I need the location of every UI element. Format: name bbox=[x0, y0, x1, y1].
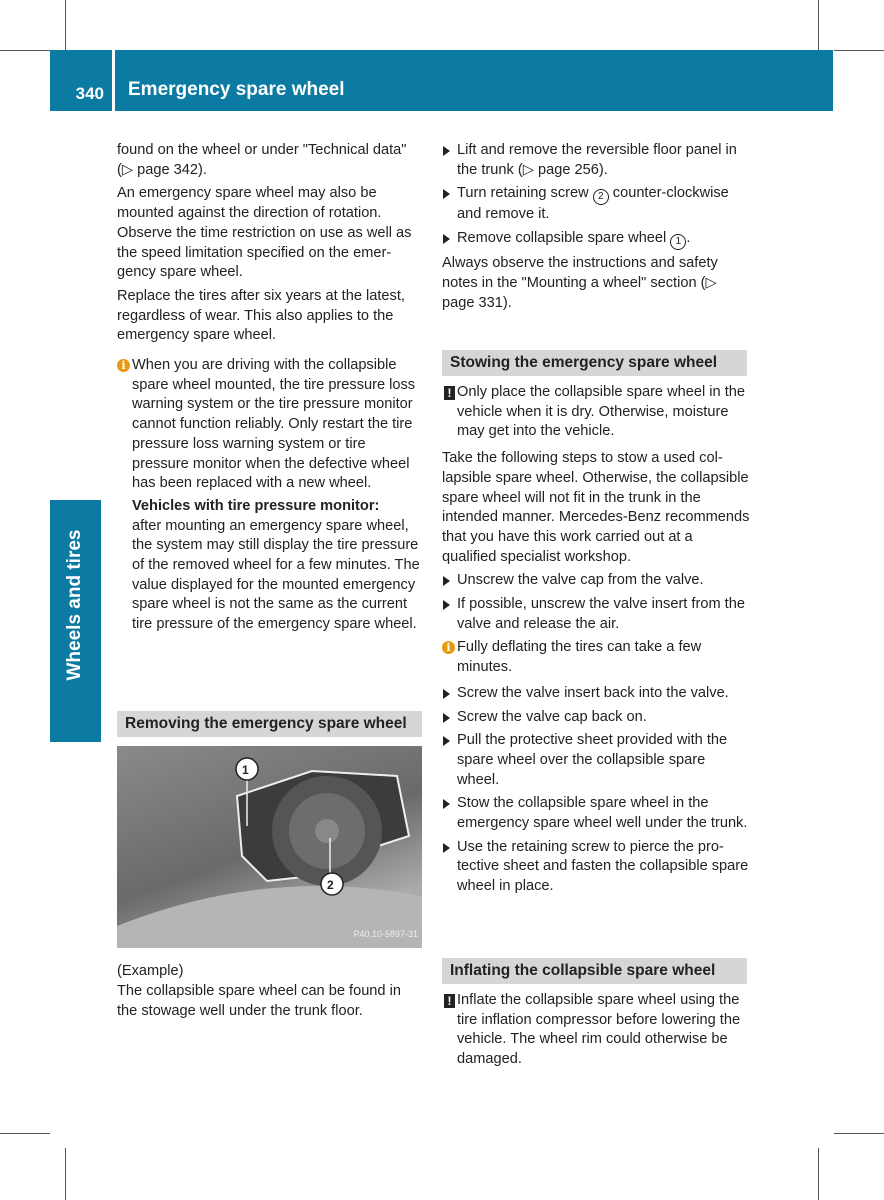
warning-icon: ! bbox=[444, 386, 455, 400]
image-code: P40.10-5897-31 bbox=[353, 929, 418, 940]
spare-wheel-illustration bbox=[117, 746, 422, 948]
step: Lift and remove the reversible floor panel in the trunk (▷ page 256). bbox=[442, 141, 750, 180]
callout-1: 1 bbox=[242, 763, 249, 777]
info-icon: i bbox=[442, 641, 455, 654]
paragraph: An emergency spare wheel may also be mounted against the direction of rotation. Observe the time restriction on use as well as the speed limitation specified on the emergency spare wheel. bbox=[117, 185, 412, 281]
section-heading-stowing: Stowing the emergency spare wheel bbox=[442, 350, 747, 376]
info-note: i Fully deflating the tires can take a few minutes. bbox=[442, 638, 750, 677]
section-heading-removing: Removing the emergency spare wheel bbox=[117, 711, 422, 737]
step: Pull the protective sheet provided with the spare wheel over the collapsible spare wheel. bbox=[442, 731, 750, 790]
paragraph: The collapsible spare wheel can be found in the stowage well under the trunk floor. bbox=[117, 983, 401, 1019]
info-note bbox=[117, 356, 425, 635]
info-icon: i bbox=[117, 359, 130, 372]
crop-mark bbox=[834, 50, 884, 51]
warning-note: ! Inflate the collapsible spare wheel using the tire inflation compressor before lowering the vehicle. The wheel rim could otherwise be damaged. bbox=[442, 991, 750, 1070]
step: Screw the valve cap back on. bbox=[442, 708, 750, 728]
crop-mark bbox=[0, 50, 50, 51]
step: Unscrew the valve cap from the valve. bbox=[442, 571, 750, 591]
crop-mark bbox=[0, 1133, 50, 1134]
image-caption: (Example) bbox=[117, 963, 184, 979]
step: Screw the valve insert back into the valve. bbox=[442, 684, 750, 704]
warning-note: ! Only place the collapsible spare wheel in the vehicle when it is dry. Otherwise, moisture may get into the vehicle. bbox=[442, 383, 750, 442]
paragraph: Take the following steps to stow a used collapsible spare wheel. Otherwise, the collapsible spare wheel will not fit in the trunk in the intended manner. Mercedes-Benz recommends that you have this work carried out at a qualified specialist workshop. bbox=[442, 450, 750, 565]
crop-mark bbox=[834, 1133, 884, 1134]
crop-mark bbox=[818, 1148, 819, 1200]
crop-mark bbox=[65, 1148, 66, 1200]
paragraph: found on the wheel or under "Technical data" (▷ page 342). bbox=[117, 142, 407, 178]
crop-mark bbox=[818, 0, 819, 50]
callout-2: 2 bbox=[593, 189, 609, 205]
step: Turn retaining screw 2 counter-clockwise and remove it. bbox=[442, 184, 750, 225]
callout-2: 2 bbox=[327, 878, 334, 892]
step: If possible, unscrew the valve insert from the valve and release the air. bbox=[442, 595, 750, 634]
page-title: Emergency spare wheel bbox=[128, 79, 345, 100]
section-tab-label: Wheels and tires bbox=[64, 529, 86, 681]
callout-1: 1 bbox=[670, 234, 686, 250]
note-heading: Vehicles with tire pressure monitor: bbox=[132, 497, 380, 514]
page-number: 340 bbox=[50, 50, 115, 111]
paragraph: Always observe the instructions and safety notes in the "Mounting a wheel" section (▷ page 331). bbox=[442, 255, 718, 311]
note-text: When you are driving with the collapsible spare wheel mounted, the tire pressure loss warning system or the tire pressure monitor cannot function reliably. Only restart the tire pressure loss warning system or tire pressure monitor when the defective wheel has been replaced with a new wheel. bbox=[132, 357, 416, 492]
section-heading-inflating: Inflating the collapsible spare wheel bbox=[442, 958, 747, 984]
warning-icon: ! bbox=[444, 994, 455, 1008]
step: Use the retaining screw to pierce the protective sheet and fasten the collapsible spare wheel in place. bbox=[442, 838, 750, 897]
note-text: after mounting an emergency spare wheel, the system may still display the tire pressure of the removed wheel for a few minutes. The value displayed for the mounted emergency spare wheel is not the same as the current tire pressure of the emergency spare wheel. bbox=[132, 517, 420, 633]
crop-mark bbox=[65, 0, 66, 50]
step: Stow the collapsible spare wheel in the emergency spare wheel well under the trunk. bbox=[442, 794, 750, 833]
paragraph: Replace the tires after six years at the latest, regardless of wear. This also applies to the emergency spare wheel. bbox=[117, 287, 405, 344]
step: Remove collapsible spare wheel 1 . bbox=[442, 229, 750, 250]
